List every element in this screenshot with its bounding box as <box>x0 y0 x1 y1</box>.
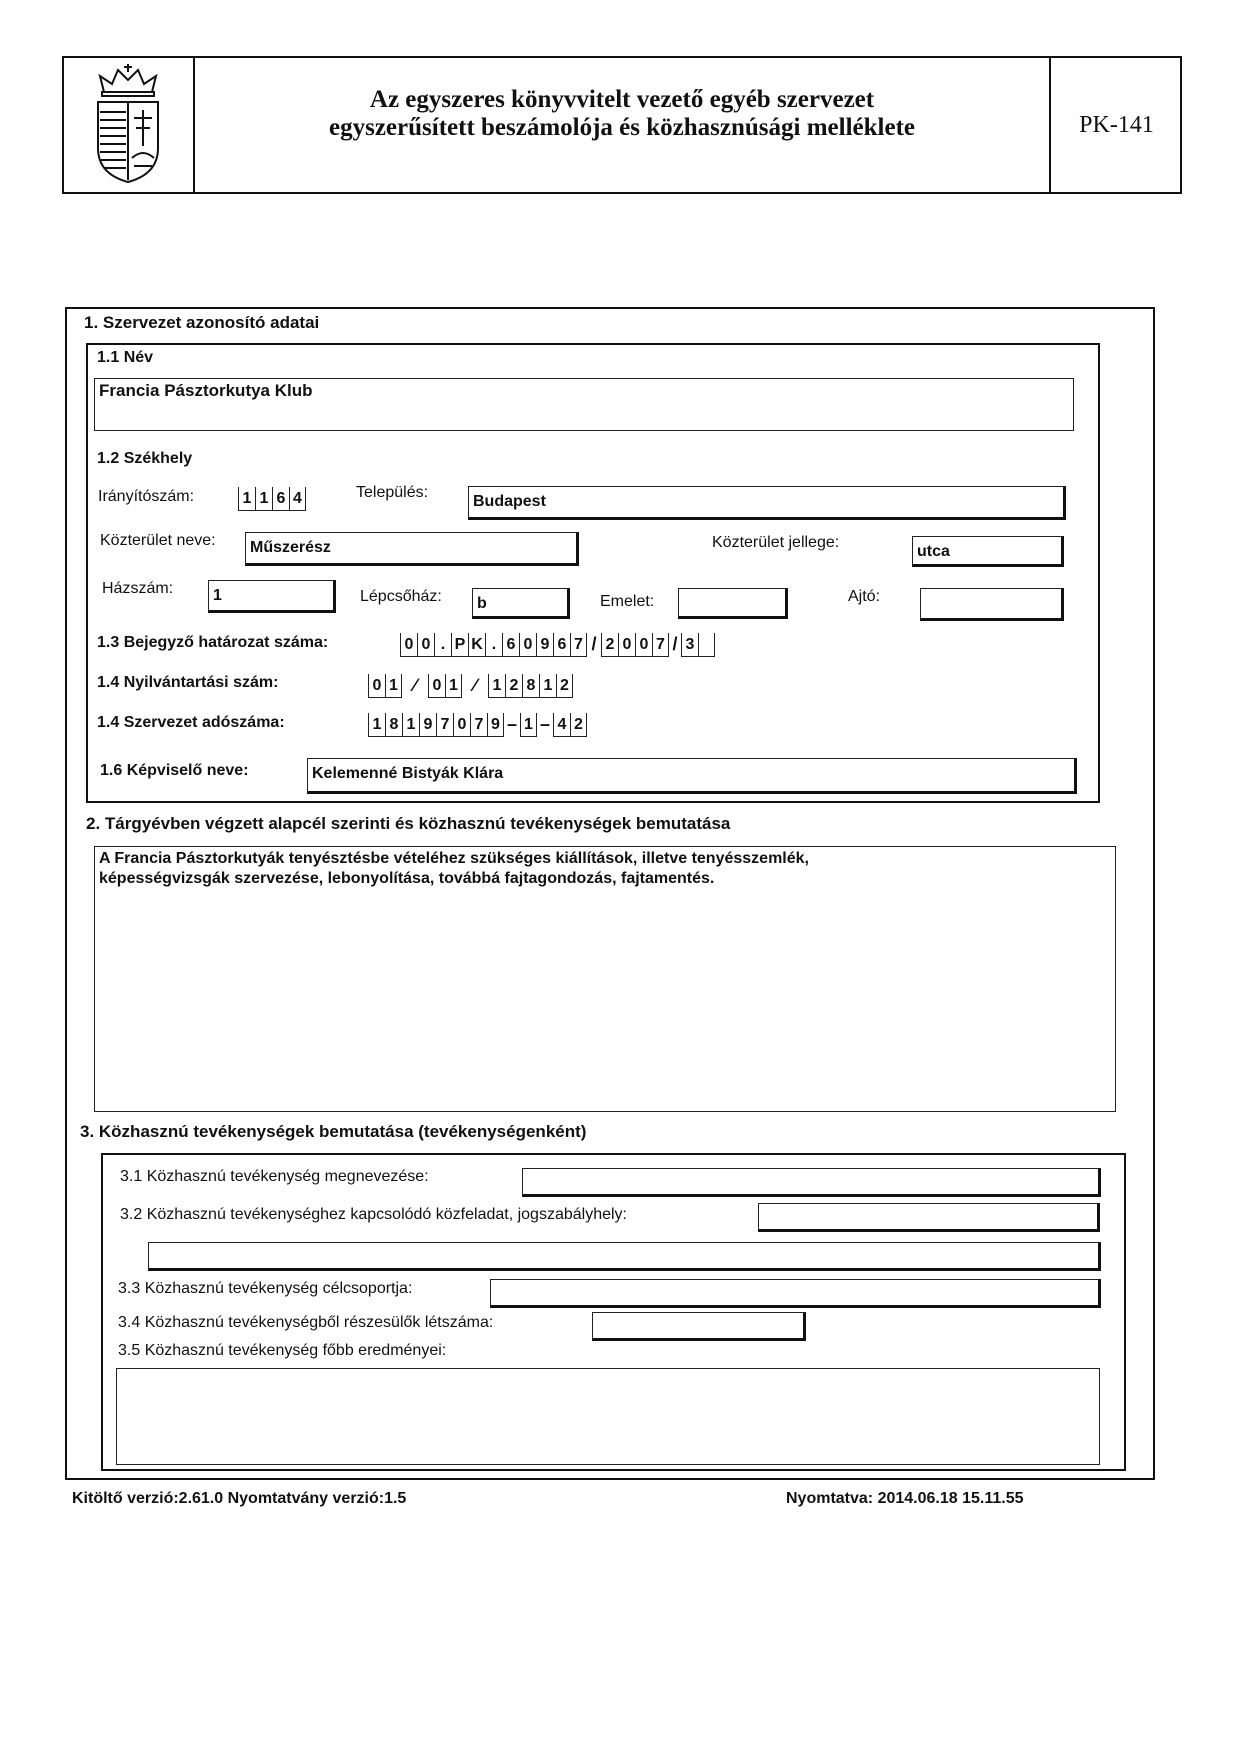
public-task-field[interactable] <box>758 1203 1100 1232</box>
results-field[interactable] <box>116 1368 1100 1465</box>
title-line-1: Az egyszeres könyvvitelt vezető egyéb szervezet <box>369 86 875 113</box>
digit-cell: 0 <box>519 633 536 657</box>
digit-cell: 3 <box>681 633 698 657</box>
activity-name-label: 3.1 Közhasznú tevékenység megnevezése: <box>120 1168 429 1185</box>
digit-cell: . <box>434 633 451 657</box>
public-task-label: 3.2 Közhasznú tevékenységhez kapcsolódó közfeladat, jogszabályhely: <box>120 1206 627 1223</box>
dash-separator: – <box>506 714 517 734</box>
representative-field[interactable]: Kelemenné Bistyák Klára <box>307 758 1077 794</box>
registry-part-3 <box>488 672 573 698</box>
zip-label: Irányítószám: <box>98 488 195 505</box>
section3-title: 3. Közhasznú tevékenységek bemutatása (tevékenységenként) <box>80 1122 587 1141</box>
public-task-field-2[interactable] <box>148 1242 1101 1271</box>
registry-number[interactable] <box>368 672 573 698</box>
slash-separator: / <box>672 634 678 654</box>
slash-separator: / <box>591 634 597 654</box>
section1-title: 1. Szervezet azonosító adatai <box>84 313 320 332</box>
resolution-part-1 <box>400 631 587 657</box>
stair-label: Lépcsőház: <box>360 588 442 605</box>
activity-line-2: képességvizsgák szervezése, lebonyolítása, továbbá fajtagondozás, fajtamentés. <box>99 870 715 887</box>
city-field[interactable]: Budapest <box>468 486 1066 520</box>
digit-cell: 0 <box>428 674 445 698</box>
slash-separator: ∕ <box>413 675 417 695</box>
digit-cell: 2 <box>556 674 573 698</box>
digit-cell: 0 <box>453 713 470 737</box>
digit-cell: 1 <box>445 674 462 698</box>
print-date: Nyomtatva: 2014.06.18 15.11.55 <box>786 1490 1024 1507</box>
floor-field[interactable] <box>678 588 788 619</box>
door-field[interactable] <box>920 588 1064 621</box>
tax-part-3 <box>553 711 587 737</box>
representative-label: 1.6 Képviselő neve: <box>100 762 249 779</box>
activity-description-field[interactable] <box>94 846 1116 1112</box>
digit-cell: 2 <box>505 674 522 698</box>
digit-cell: 9 <box>487 713 504 737</box>
activity-line-1: A Francia Pásztorkutyák tenyésztésbe vételéhez szükséges kiállítások, illetve tenyésszemlék, <box>99 850 809 867</box>
digit-cell: 1 <box>520 713 537 737</box>
activity-name-field[interactable] <box>522 1168 1101 1197</box>
digit-cell: 0 <box>400 633 417 657</box>
target-group-field[interactable] <box>490 1279 1101 1308</box>
city-label: Település: <box>356 484 429 501</box>
digit-cell: . <box>485 633 502 657</box>
digit-cell: 1 <box>488 674 505 698</box>
house-field[interactable]: 1 <box>208 580 336 613</box>
digit-cell: 6 <box>502 633 519 657</box>
digit-cell: 7 <box>652 633 669 657</box>
results-label: 3.5 Közhasznú tevékenység főbb eredményei: <box>118 1342 447 1359</box>
digit-cell: 8 <box>385 713 402 737</box>
resolution-part-3 <box>681 631 715 657</box>
house-label: Házszám: <box>102 580 174 597</box>
resolution-number[interactable] <box>400 631 715 657</box>
door-label: Ajtó: <box>848 588 881 605</box>
slash-separator: ∕ <box>473 675 477 695</box>
resolution-part-2 <box>601 631 669 657</box>
digit-cell: 9 <box>419 713 436 737</box>
registry-part-2 <box>428 672 462 698</box>
digit-cell: 1 <box>539 674 556 698</box>
section2-title: 2. Tárgyévben végzett alapcél szerinti és közhasznú tevékenységek bemutatása <box>86 814 731 833</box>
digit-cell: K <box>468 633 485 657</box>
digit-cell: 1 <box>368 713 385 737</box>
stair-field[interactable]: b <box>472 588 570 619</box>
digit-cell: 2 <box>601 633 618 657</box>
digit-cell: 4 <box>289 487 306 511</box>
beneficiaries-label: 3.4 Közhasznú tevékenységből részesülők létszáma: <box>118 1314 494 1331</box>
digit-cell: 7 <box>436 713 453 737</box>
title-line-2: egyszerűsített beszámolója és közhasznúsági melléklete <box>329 114 915 141</box>
digit-cell: 6 <box>272 487 289 511</box>
digit-cell: 0 <box>417 633 434 657</box>
digit-cell: 7 <box>570 633 587 657</box>
digit-cell: 9 <box>536 633 553 657</box>
tax-part-2 <box>520 711 537 737</box>
street-type-label: Közterület jellege: <box>712 534 840 551</box>
tax-label: 1.4 Szervezet adószáma: <box>97 714 285 731</box>
digit-cell: 4 <box>553 713 570 737</box>
registry-part-1 <box>368 672 402 698</box>
form-code: PK-141 <box>1079 112 1154 138</box>
digit-cell: 1 <box>402 713 419 737</box>
page-title <box>195 86 1049 142</box>
digit-cell <box>698 633 715 657</box>
target-group-label: 3.3 Közhasznú tevékenység célcsoportja: <box>118 1280 413 1297</box>
digit-cell: 0 <box>635 633 652 657</box>
beneficiaries-field[interactable] <box>592 1312 806 1341</box>
digit-cell: 6 <box>553 633 570 657</box>
digit-cell: 1 <box>255 487 272 511</box>
digit-cell: P <box>451 633 468 657</box>
registry-label: 1.4 Nyilvántartási szám: <box>97 674 279 691</box>
tax-part-1 <box>368 711 504 737</box>
seat-label: 1.2 Székhely <box>97 450 193 467</box>
zip-digits[interactable] <box>238 485 306 511</box>
digit-cell: 0 <box>368 674 385 698</box>
digit-cell: 0 <box>618 633 635 657</box>
digit-cell: 1 <box>385 674 402 698</box>
digit-cell: 8 <box>522 674 539 698</box>
dash-separator: – <box>539 714 550 734</box>
version-info: Kitöltő verzió:2.61.0 Nyomtatvány verzió:1.5 <box>72 1490 407 1507</box>
street-label: Közterület neve: <box>100 532 216 549</box>
street-field[interactable]: Műszerész <box>245 532 579 566</box>
tax-number[interactable] <box>368 711 587 737</box>
name-value: Francia Pásztorkutya Klub <box>99 381 313 400</box>
resolution-label: 1.3 Bejegyző határozat száma: <box>97 634 329 651</box>
name-label: 1.1 Név <box>97 349 154 366</box>
digit-cell: 2 <box>570 713 587 737</box>
street-type-field[interactable]: utca <box>912 536 1064 567</box>
digit-cell: 7 <box>470 713 487 737</box>
name-field[interactable] <box>94 378 1074 431</box>
floor-label: Emelet: <box>600 593 655 610</box>
hungarian-coat-of-arms-icon <box>88 62 168 186</box>
digit-cell: 1 <box>238 487 255 511</box>
